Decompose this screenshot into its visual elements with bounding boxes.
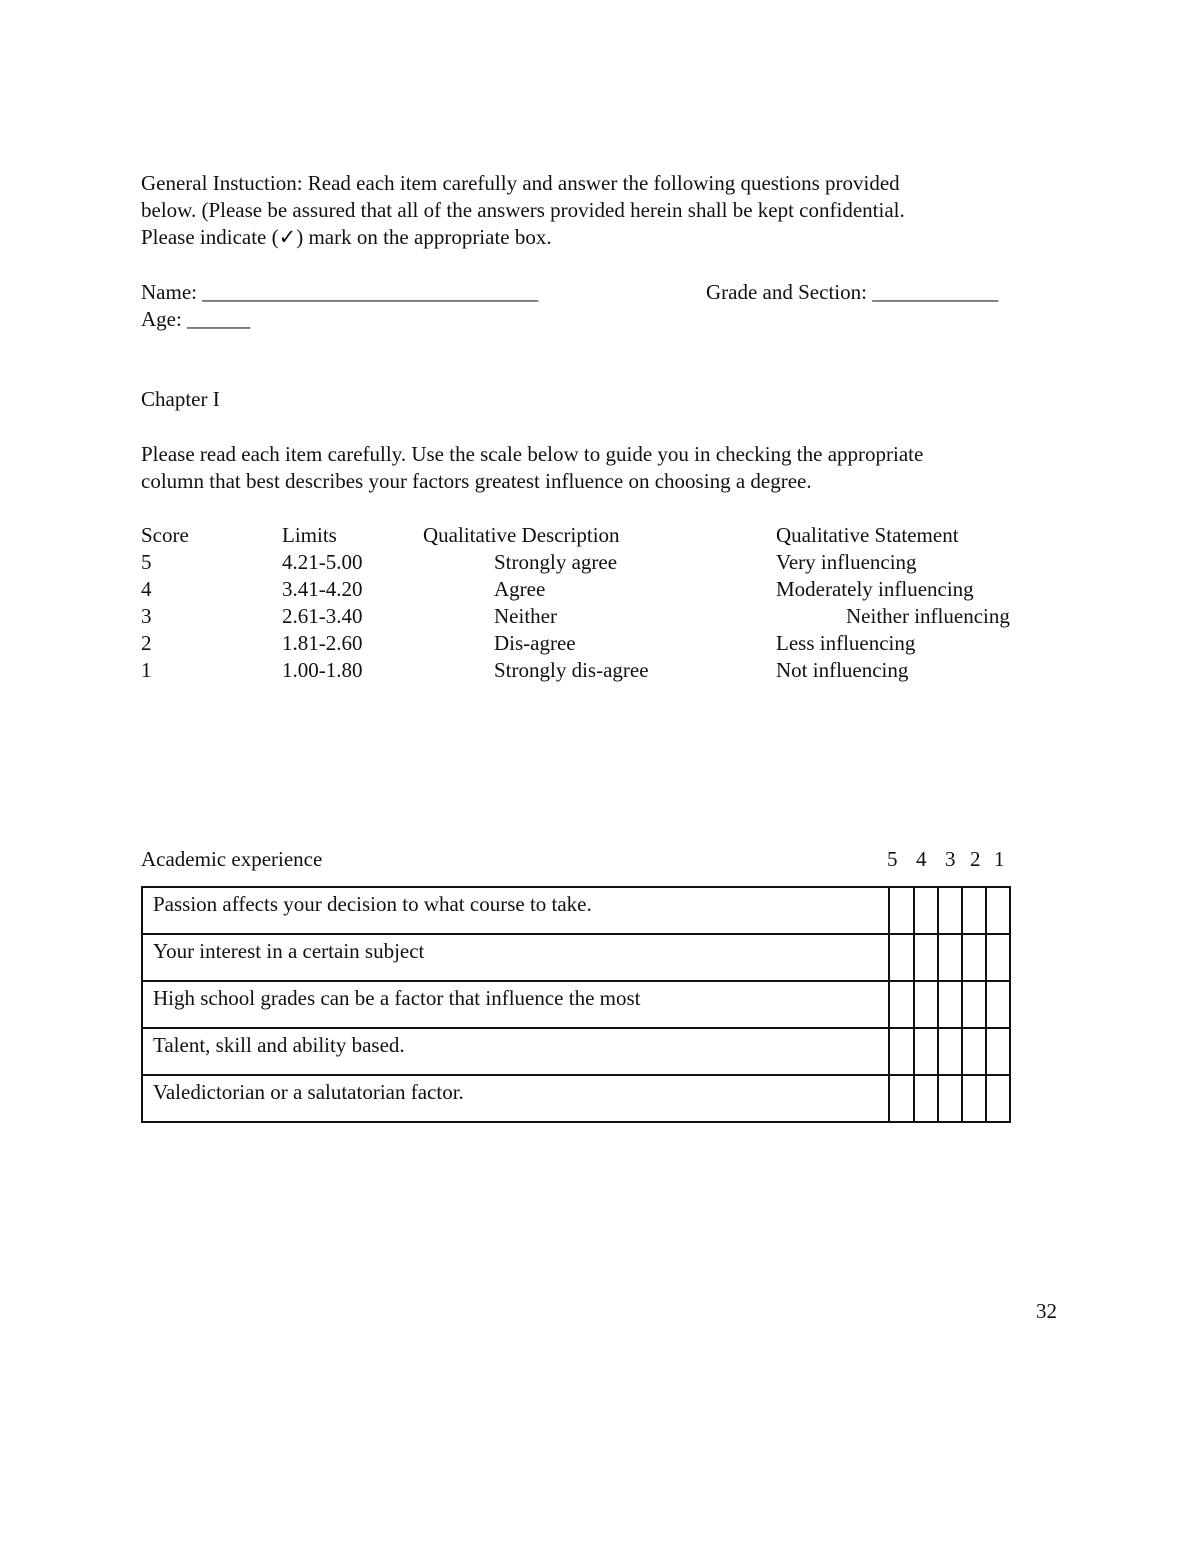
scale-statement: Very influencing [776, 550, 917, 574]
scale-header-limits: Limits [282, 523, 337, 547]
scale-score: 5 [141, 550, 152, 574]
section-title: Academic experience [141, 847, 323, 871]
scale-header-statement: Qualitative Statement [776, 523, 959, 547]
checkbox-score-3[interactable] [938, 934, 962, 981]
scale-row [141, 630, 1041, 657]
scale-statement: Not influencing [776, 658, 909, 682]
item-statement: Valedictorian or a salutatorian factor. [142, 1075, 889, 1122]
checkbox-score-4[interactable] [914, 1028, 938, 1075]
scale-score: 2 [141, 631, 152, 655]
checkbox-score-2[interactable] [962, 934, 986, 981]
scale-statement: Less influencing [776, 631, 916, 655]
checkbox-score-5[interactable] [889, 934, 913, 981]
general-instruction [141, 170, 1041, 251]
scale-row [141, 657, 1041, 684]
scale-limits: 3.41-4.20 [282, 577, 363, 601]
checkbox-score-5[interactable] [889, 1075, 913, 1122]
checkbox-score-2[interactable] [962, 887, 986, 934]
checkbox-score-3[interactable] [938, 1028, 962, 1075]
score-column-label: 1 [994, 847, 1005, 871]
table-row [142, 981, 1010, 1028]
scale-description: Strongly agree [494, 550, 618, 574]
checkbox-score-3[interactable] [938, 981, 962, 1028]
scale-description: Dis-agree [494, 631, 576, 655]
scale-row [141, 576, 1041, 603]
academic-experience-table [141, 886, 1011, 1123]
checkbox-score-2[interactable] [962, 981, 986, 1028]
age-field-label[interactable]: Age: ______ [141, 307, 251, 331]
grade-section-field-label[interactable]: Grade and Section: ____________ [706, 280, 999, 304]
table-row [142, 1028, 1010, 1075]
scale-limits: 1.81-2.60 [282, 631, 363, 655]
table-row [142, 887, 1010, 934]
page-number: 32 [1036, 1299, 1057, 1323]
checkbox-score-4[interactable] [914, 887, 938, 934]
scale-intro-line: Please read each item carefully. Use the scale below to guide you in checking the appropriate [141, 442, 924, 466]
checkbox-score-5[interactable] [889, 887, 913, 934]
scale-header-row [141, 522, 1041, 549]
scale-limits: 4.21-5.00 [282, 550, 363, 574]
scale-row [141, 603, 1041, 630]
checkbox-score-1[interactable] [986, 1075, 1010, 1122]
chapter-title: Chapter I [141, 387, 220, 411]
item-statement: High school grades can be a factor that influence the most [142, 981, 889, 1028]
scale-limits: 2.61-3.40 [282, 604, 363, 628]
item-statement: Passion affects your decision to what course to take. [142, 887, 889, 934]
scale-intro [141, 441, 1041, 495]
checkbox-score-1[interactable] [986, 1028, 1010, 1075]
score-column-label: 3 [945, 847, 956, 871]
scale-header-description: Qualitative Description [423, 523, 620, 547]
checkbox-score-4[interactable] [914, 981, 938, 1028]
table-row [142, 1075, 1010, 1122]
checkbox-score-1[interactable] [986, 981, 1010, 1028]
checkbox-score-1[interactable] [986, 934, 1010, 981]
score-column-label: 4 [916, 847, 927, 871]
scale-score: 3 [141, 604, 152, 628]
checkbox-score-2[interactable] [962, 1075, 986, 1122]
scale-limits: 1.00-1.80 [282, 658, 363, 682]
scale-description: Strongly dis-agree [494, 658, 649, 682]
item-statement: Talent, skill and ability based. [142, 1028, 889, 1075]
instruction-line: General Instuction: Read each item carefully and answer the following questions provided [141, 171, 900, 195]
scale-score: 1 [141, 658, 152, 682]
scale-score: 4 [141, 577, 152, 601]
checkbox-score-1[interactable] [986, 887, 1010, 934]
checkbox-score-4[interactable] [914, 934, 938, 981]
scale-statement: Neither influencing [846, 604, 1010, 628]
checkbox-score-5[interactable] [889, 981, 913, 1028]
scale-description: Neither [494, 604, 557, 628]
checkbox-score-2[interactable] [962, 1028, 986, 1075]
scale-header-score: Score [141, 523, 189, 547]
table-row [142, 934, 1010, 981]
scale-row [141, 549, 1041, 576]
checkbox-score-5[interactable] [889, 1028, 913, 1075]
scale-statement: Moderately influencing [776, 577, 974, 601]
checkbox-score-3[interactable] [938, 887, 962, 934]
checkbox-score-3[interactable] [938, 1075, 962, 1122]
scale-description: Agree [494, 577, 546, 601]
scale-intro-line: column that best describes your factors greatest influence on choosing a degree. [141, 469, 812, 493]
instruction-line: below. (Please be assured that all of the answers provided herein shall be kept confidential. [141, 198, 905, 222]
checkbox-score-4[interactable] [914, 1075, 938, 1122]
item-statement: Your interest in a certain subject [142, 934, 889, 981]
score-column-label: 5 [887, 847, 898, 871]
name-field-label[interactable]: Name: ________________________________ [141, 280, 539, 304]
instruction-line: Please indicate (✓) mark on the appropriate box. [141, 225, 552, 249]
score-column-label: 2 [970, 847, 981, 871]
